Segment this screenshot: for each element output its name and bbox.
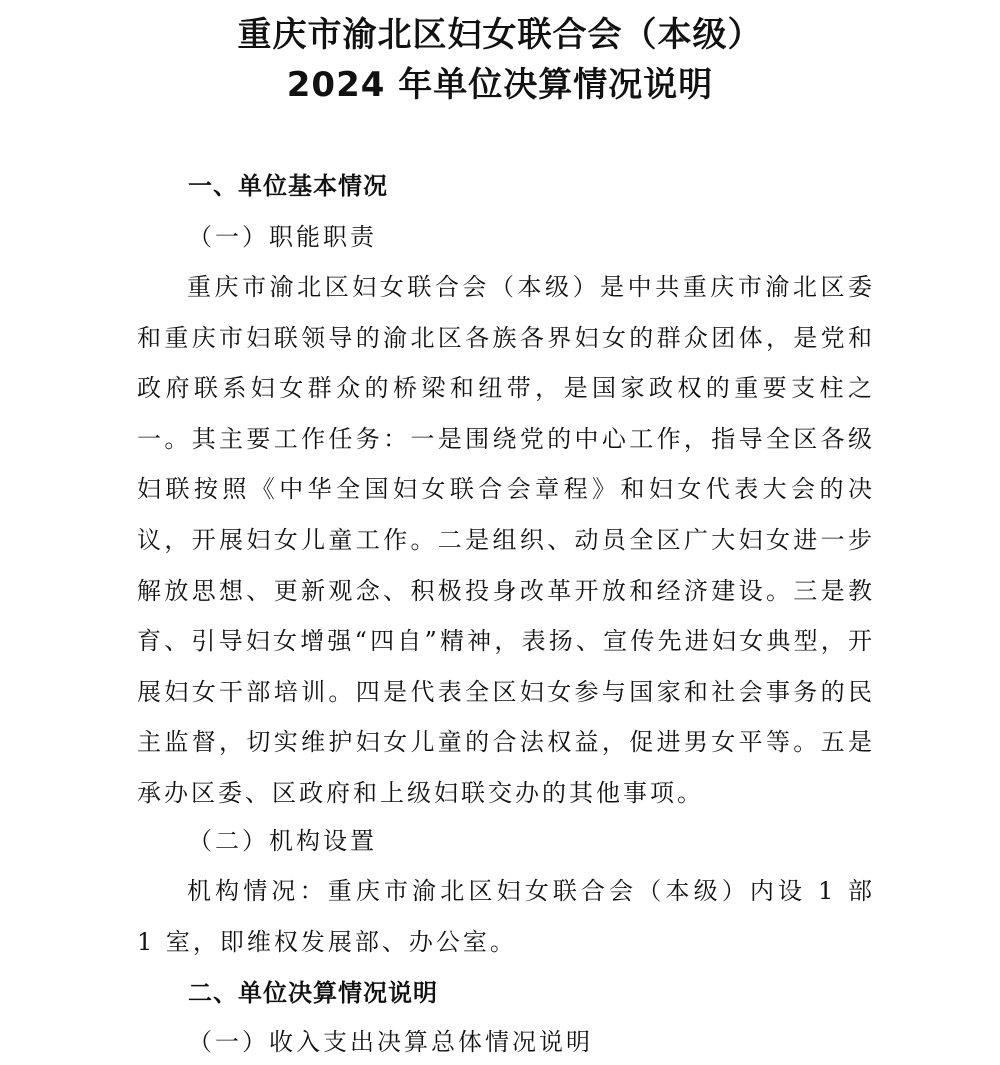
paragraph-functions: 重庆市渝北区妇女联合会（本级）是中共重庆市渝北区委和重庆市妇联领导的渝北区各族各界妇女的群众团体，是党和政府联系妇女群众的桥梁和纽带，是国家政权的重要支柱之一。其主要工作任务：一是围绕党的中心工作，指导全区各级妇联按照《中华全国妇女联合会章程》和妇女代表大会的决议，开展妇女儿童工作。二是组织、动员全区广大妇女进一步解放思想、更新观念、积极投身改革开放和经济建设。三是教育、引导妇女增强“四自”精神，表扬、宣传先进妇女典型，开展妇女干部培训。四是代表全区妇女参与国家和社会事务的民主监督，切实维护妇女儿童的合法权益，促进男女平等。五是承办区委、区政府和上级妇联交办的其他事项。 [137,273,875,807]
subsection-heading-structure: （二）机构设置 [188,827,377,855]
section-heading-final-accounts: 二、单位决算情况说明 [188,979,438,1007]
document-title-line-1: 重庆市渝北区妇女联合会（本级） [237,15,763,55]
document-title-line-2: 2024 年单位决算情况说明 [286,65,714,105]
section-heading-basic-info: 一、单位基本情况 [188,172,388,200]
subsection-heading-functions: （一）职能职责 [188,223,377,251]
subsection-heading-income-expenditure: （一）收入支出决算总体情况说明 [188,1028,593,1056]
paragraph-structure: 机构情况：重庆市渝北区妇女联合会（本级）内设 1 部 1 室，即维权发展部、办公室。 [137,877,875,956]
